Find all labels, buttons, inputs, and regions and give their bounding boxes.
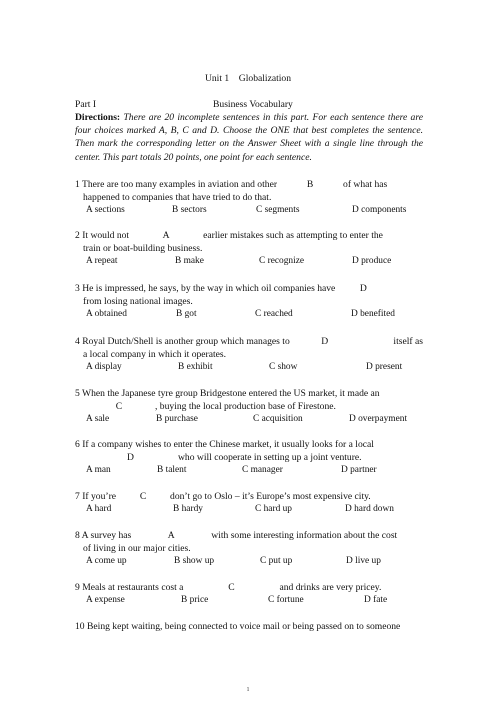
option-b[interactable]: B price [181, 595, 209, 606]
option-c[interactable]: C hard up [255, 504, 292, 515]
answer-5: C [115, 401, 123, 413]
options-7 [75, 503, 423, 516]
option-d[interactable]: D fate [364, 595, 388, 606]
options-1 [75, 204, 423, 217]
answer-9: C [228, 582, 235, 593]
option-d[interactable]: D live up [346, 556, 381, 567]
options-2 [75, 255, 423, 268]
option-a[interactable]: A expense [86, 595, 125, 606]
option-d[interactable]: D present [366, 362, 403, 373]
answer-7: C [139, 491, 147, 502]
part-heading [75, 98, 435, 111]
question-3: 3 He is impressed, he says, by the way in which oil companies have D from losing national images. A obtained B got C reached D benefited [75, 282, 423, 322]
option-c[interactable]: C fortune [268, 595, 304, 606]
option-a[interactable]: A repeat [86, 256, 118, 267]
answer-2: A [162, 230, 170, 241]
option-d[interactable]: D partner [341, 465, 377, 476]
options-6 [75, 464, 423, 477]
question-4: 4 Royal Dutch/Shell is another group which manages to D itself as a local company in which it operates. A display B exhibit C show D present [75, 335, 423, 375]
option-d[interactable]: D produce [352, 256, 392, 267]
option-a[interactable]: A man [86, 465, 111, 476]
unit-title: Unit 1 Globalization [204, 73, 292, 84]
option-b[interactable]: B talent [157, 465, 187, 476]
directions [75, 111, 423, 164]
question-7: 7 If you’re C don’t go to Oslo – it’s Europe’s most expensive city. A hard B hardy C hard up D hard down [75, 490, 423, 516]
options-4 [75, 361, 423, 374]
option-d[interactable]: D hard down [345, 504, 394, 515]
option-d[interactable]: D benefited [351, 309, 395, 320]
option-c[interactable]: C show [269, 362, 298, 373]
option-b[interactable]: B sectors [172, 205, 207, 216]
option-c[interactable]: C segments [256, 205, 300, 216]
option-b[interactable]: B got [176, 309, 197, 320]
option-a[interactable]: A display [86, 362, 122, 373]
question-10: 10 Being kept waiting, being connected to voice mail or being passed on to someone [75, 621, 401, 632]
question-5: 5 When the Japanese tyre group Bridgestone entered the US market, it made an C , buying the local production base of Firestone. A sale B purchase C acquisition D overpayment [75, 387, 423, 427]
question-9: 9 Meals at restaurants cost a C and drinks are very pricey. A expense B price C fortune D fate [75, 581, 423, 607]
answer-1: B [306, 179, 314, 190]
page-number: 1 [246, 687, 250, 693]
option-c[interactable]: C recognize [259, 256, 305, 267]
option-b[interactable]: B purchase [156, 414, 198, 425]
directions-text: There are 20 incomplete sentences in this part. For each sentence there are four choices marked A, B, C and D. Choose the ONE that best completes the sentence. Then mark the corresponding letter on the Answer Sheet with a single line through the center. This part totals 20 points, one point for each sentence. [75, 112, 423, 163]
option-d[interactable]: D overpayment [349, 414, 408, 425]
answer-4: D [321, 336, 329, 347]
options-3 [75, 308, 423, 321]
option-a[interactable]: A sale [86, 414, 110, 425]
question-6: 6 If a company wishes to enter the Chinese market, it usually looks for a local D who will cooperate in setting up a joint venture. A man B talent C manager D partner [75, 438, 423, 478]
option-c[interactable]: C acquisition [253, 414, 303, 425]
option-b[interactable]: B hardy [173, 504, 203, 515]
option-a[interactable]: A sections [86, 205, 125, 216]
option-d[interactable]: D components [352, 205, 407, 216]
option-c[interactable]: C reached [255, 309, 293, 320]
option-c[interactable]: C put up [260, 556, 293, 567]
question-2: 2 It would not A earlier mistakes such as attempting to enter the train or boat-building business. A repeat B make C recognize D produce [75, 229, 423, 269]
option-a[interactable]: A hard [86, 504, 112, 515]
option-a[interactable]: A obtained [86, 309, 127, 320]
answer-3: D [359, 283, 367, 294]
option-b[interactable]: B exhibit [178, 362, 213, 373]
part-label: Part I [75, 99, 97, 110]
question-8: 8 A survey has A with some interesting information about the cost of living in our major cities. A come up B show up C put up D live up [75, 529, 423, 569]
option-a[interactable]: A come up [86, 556, 127, 567]
answer-8: A [167, 530, 175, 541]
options-5 [75, 413, 423, 426]
answer-6: D [127, 452, 134, 464]
question-1: 1 There are too many examples in aviation and other B of what has happened to companies that have tried to do that. A sections B sectors C segments D components [75, 178, 423, 218]
option-b[interactable]: B show up [174, 556, 215, 567]
option-b[interactable]: B make [175, 256, 204, 267]
directions-lead: Directions: [75, 112, 121, 123]
options-9 [75, 594, 423, 607]
part-name: Business Vocabulary [213, 99, 293, 110]
options-8 [75, 555, 423, 568]
option-c[interactable]: C manager [242, 465, 283, 476]
